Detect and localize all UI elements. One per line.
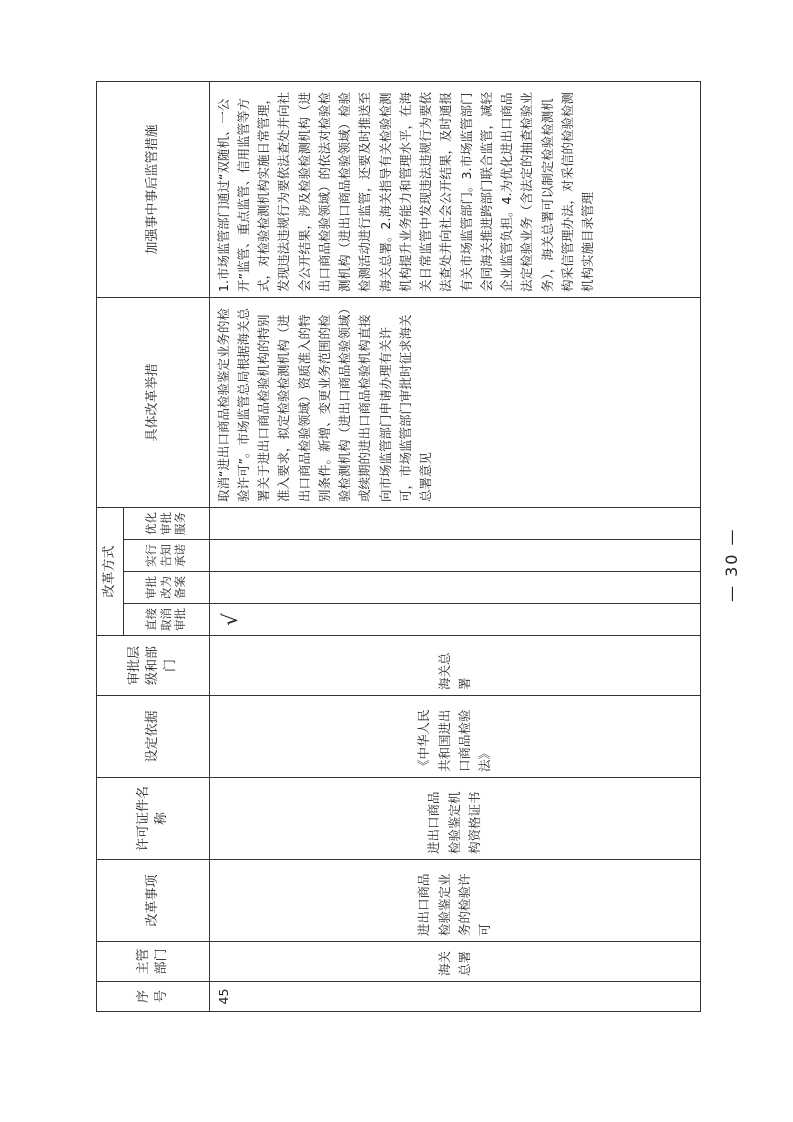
header-basis: 设定依据 — [97, 696, 210, 778]
header-mode-promise: 实行告知承诺 — [123, 540, 209, 572]
page-number: — 30 — — [722, 527, 741, 602]
header-item: 改革事项 — [97, 860, 210, 942]
header-license: 许可证件名称 — [97, 778, 210, 860]
cell-mode-promise — [209, 540, 700, 572]
header-mode-optimize: 优化审批服务 — [123, 507, 209, 539]
check-mark: √ — [217, 613, 242, 626]
cell-supervision: 1.市场监管部门通过“双随机、一公开”监管、重点监管、信用监管等方式，对检验检测机构实施日常管理，发现违法违规行为要依法查处并向社会公开结果，涉及检验检测机构（进出口商品检验领域）的依法对检验检测机构（进出口商品检验领域）检验检测活动进行监管，还要及时推送至海关总署。2.海关指导有关检验检测机构提升业务能力和管理水平，在海关日常监管中发现违法违规行为要依法查处并向社会公开结果，及时通报有关市场监管部门。3.市场监管部门会同海关推进跨部门联合监管，减轻企业监管负担。4.为优化进出口商品法定检验业务（含法定的抽查检验业务），海关总署可以制定检验检测机构采信管理办法，对采信的检验检测机构实施目录管理 — [209, 81, 700, 297]
header-measures: 具体改革举措 — [97, 297, 210, 507]
header-row-1 — [97, 81, 124, 1011]
cell-measures: 取消“进出口商品检验鉴定业务的检验许可”。市场监管总局根据海关总署关于进出口商品检验机构的特别准入要求，拟定检验检测机构（进出口商品检验领域）资质准入的特别条件。新增、变更业务范围的检验检测机构（进出口商品检验领域）或续期的进出口商品检验机构直接向市场监管部门申请办理有关许可，市场监管部门审批时征求海关总署意见 — [209, 297, 700, 507]
cell-mode-filing — [209, 572, 700, 604]
cell-mode-cancel — [209, 604, 700, 636]
header-mode-filing: 审批改为备案 — [123, 572, 209, 604]
cell-seq: 45 — [209, 982, 700, 1012]
header-seq: 序号 — [97, 982, 210, 1012]
cell-basis: 《中华人民共和国进出口商品检验法》 — [209, 696, 700, 778]
cell-license: 进出口商品检验鉴定机构资格证书 — [209, 778, 700, 860]
header-dept: 主管部门 — [97, 942, 210, 982]
header-supervision: 加强事中事后监管措施 — [97, 81, 210, 297]
header-mode: 改革方式 — [97, 507, 124, 635]
header-mode-cancel: 直接取消审批 — [123, 604, 209, 636]
cell-level: 海关总署 — [209, 636, 700, 696]
header-level: 审批层级和部门 — [97, 636, 210, 696]
table-row — [209, 81, 700, 1011]
cell-item: 进出口商品检验鉴定业务的检验许可 — [209, 860, 700, 942]
cell-mode-optimize — [209, 507, 700, 539]
cell-dept: 海关总署 — [209, 942, 700, 982]
reform-table — [96, 81, 701, 1012]
